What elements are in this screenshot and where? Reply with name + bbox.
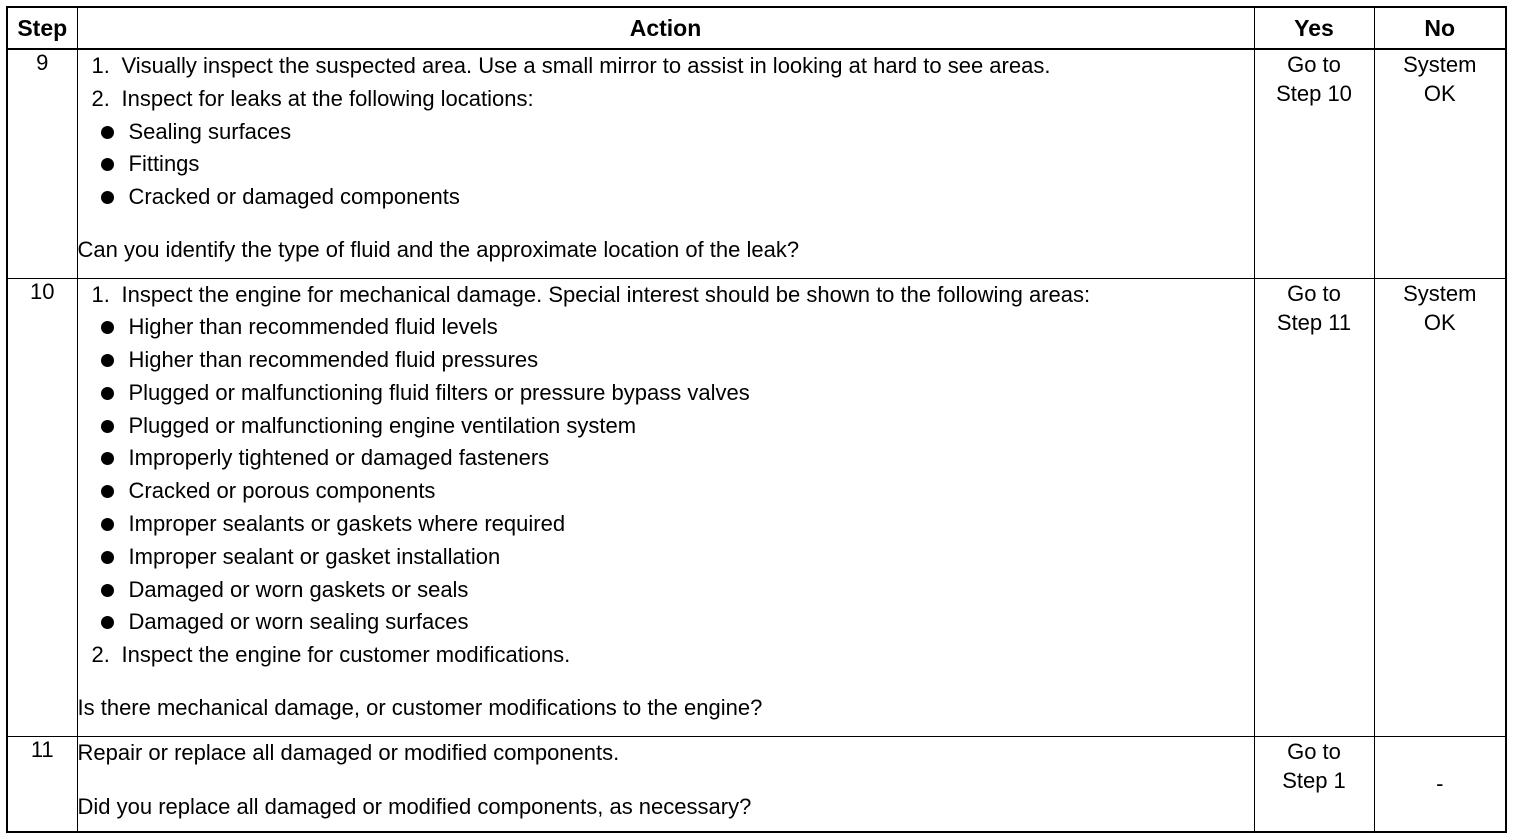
bullet-item: Higher than recommended fluid pressures	[78, 344, 1254, 377]
no-line: OK	[1423, 309, 1456, 335]
question-text: Did you replace all damaged or modified components, as necessary?	[77, 794, 752, 820]
no-line: System	[1403, 52, 1477, 77]
instruction-list	[78, 50, 1254, 116]
instruction-text: Inspect the engine for customer modifications.	[121, 642, 571, 668]
instruction-item	[78, 639, 1254, 672]
instruction-item	[78, 50, 1254, 83]
step-number: 11	[7, 736, 77, 832]
bullet-item: Damaged or worn gaskets or seals	[78, 574, 1254, 607]
table-row-step-9	[7, 49, 1506, 278]
no-line: OK	[1423, 81, 1456, 106]
action-cell	[77, 49, 1254, 278]
bullet-item: Cracked or damaged components	[78, 181, 1254, 214]
bullet-item: Cracked or porous components	[78, 475, 1254, 508]
no-cell	[1374, 736, 1506, 832]
instruction-number: 1.	[91, 53, 110, 78]
instruction-text: Visually inspect the suspected area. Use a small mirror to assist in looking at hard to see areas.	[121, 53, 1051, 78]
yes-cell	[1254, 278, 1374, 736]
instruction-item	[78, 83, 1254, 116]
instruction-text: Inspect for leaks at the following locations:	[121, 85, 534, 111]
instruction-number: 2.	[91, 642, 110, 668]
bullet-list	[78, 311, 1254, 639]
instruction-list	[78, 279, 1254, 312]
header-row	[7, 7, 1506, 49]
bullet-item: Improper sealants or gaskets where required	[78, 508, 1254, 541]
bullet-item: Damaged or worn sealing surfaces	[78, 606, 1254, 639]
instruction-text: Repair or replace all damaged or modified components.	[77, 739, 620, 765]
header-action: Action	[77, 7, 1254, 49]
diagnostic-table	[6, 6, 1507, 833]
yes-line: Go to	[1287, 52, 1341, 77]
no-cell	[1374, 278, 1506, 736]
instruction-number: 2.	[91, 85, 110, 111]
bullet-item: Plugged or malfunctioning fluid filters or pressure bypass valves	[78, 377, 1254, 410]
instruction-list	[78, 639, 1254, 672]
yes-line: Step 11	[1276, 309, 1352, 335]
no-line: -	[1436, 771, 1444, 797]
bullet-item: Higher than recommended fluid levels	[78, 311, 1254, 344]
instruction-item	[78, 279, 1254, 312]
table-row-step-11	[7, 736, 1506, 832]
table-row-step-10	[7, 278, 1506, 736]
yes-cell	[1254, 736, 1374, 832]
bullet-item: Improper sealant or gasket installation	[78, 541, 1254, 574]
yes-line: Step 1	[1282, 767, 1346, 793]
header-yes: Yes	[1254, 7, 1374, 49]
instruction-number: 1.	[91, 281, 110, 307]
bullet-item: Improperly tightened or damaged fasteners	[78, 442, 1254, 475]
bullet-item: Plugged or malfunctioning engine ventilation system	[78, 410, 1254, 443]
yes-line: Go to	[1287, 280, 1341, 306]
action-cell	[77, 736, 1254, 832]
question-text: Is there mechanical damage, or customer modifications to the engine?	[77, 695, 763, 721]
bullet-list	[78, 116, 1254, 214]
bullet-item: Sealing surfaces	[78, 116, 1254, 149]
header-step: Step	[7, 7, 77, 49]
action-cell	[77, 278, 1254, 736]
no-line: System	[1403, 280, 1477, 306]
no-cell	[1374, 49, 1506, 278]
yes-cell	[1254, 49, 1374, 278]
step-number: 9	[7, 49, 77, 278]
bullet-item: Fittings	[78, 148, 1254, 181]
step-number: 10	[7, 278, 77, 736]
question-text: Can you identify the type of fluid and the approximate location of the leak?	[77, 236, 800, 262]
header-no: No	[1374, 7, 1506, 49]
yes-line: Go to	[1287, 738, 1341, 764]
instruction-text: Inspect the engine for mechanical damage. Special interest should be shown to the following areas:	[121, 281, 1091, 307]
yes-line: Step 10	[1276, 81, 1352, 106]
